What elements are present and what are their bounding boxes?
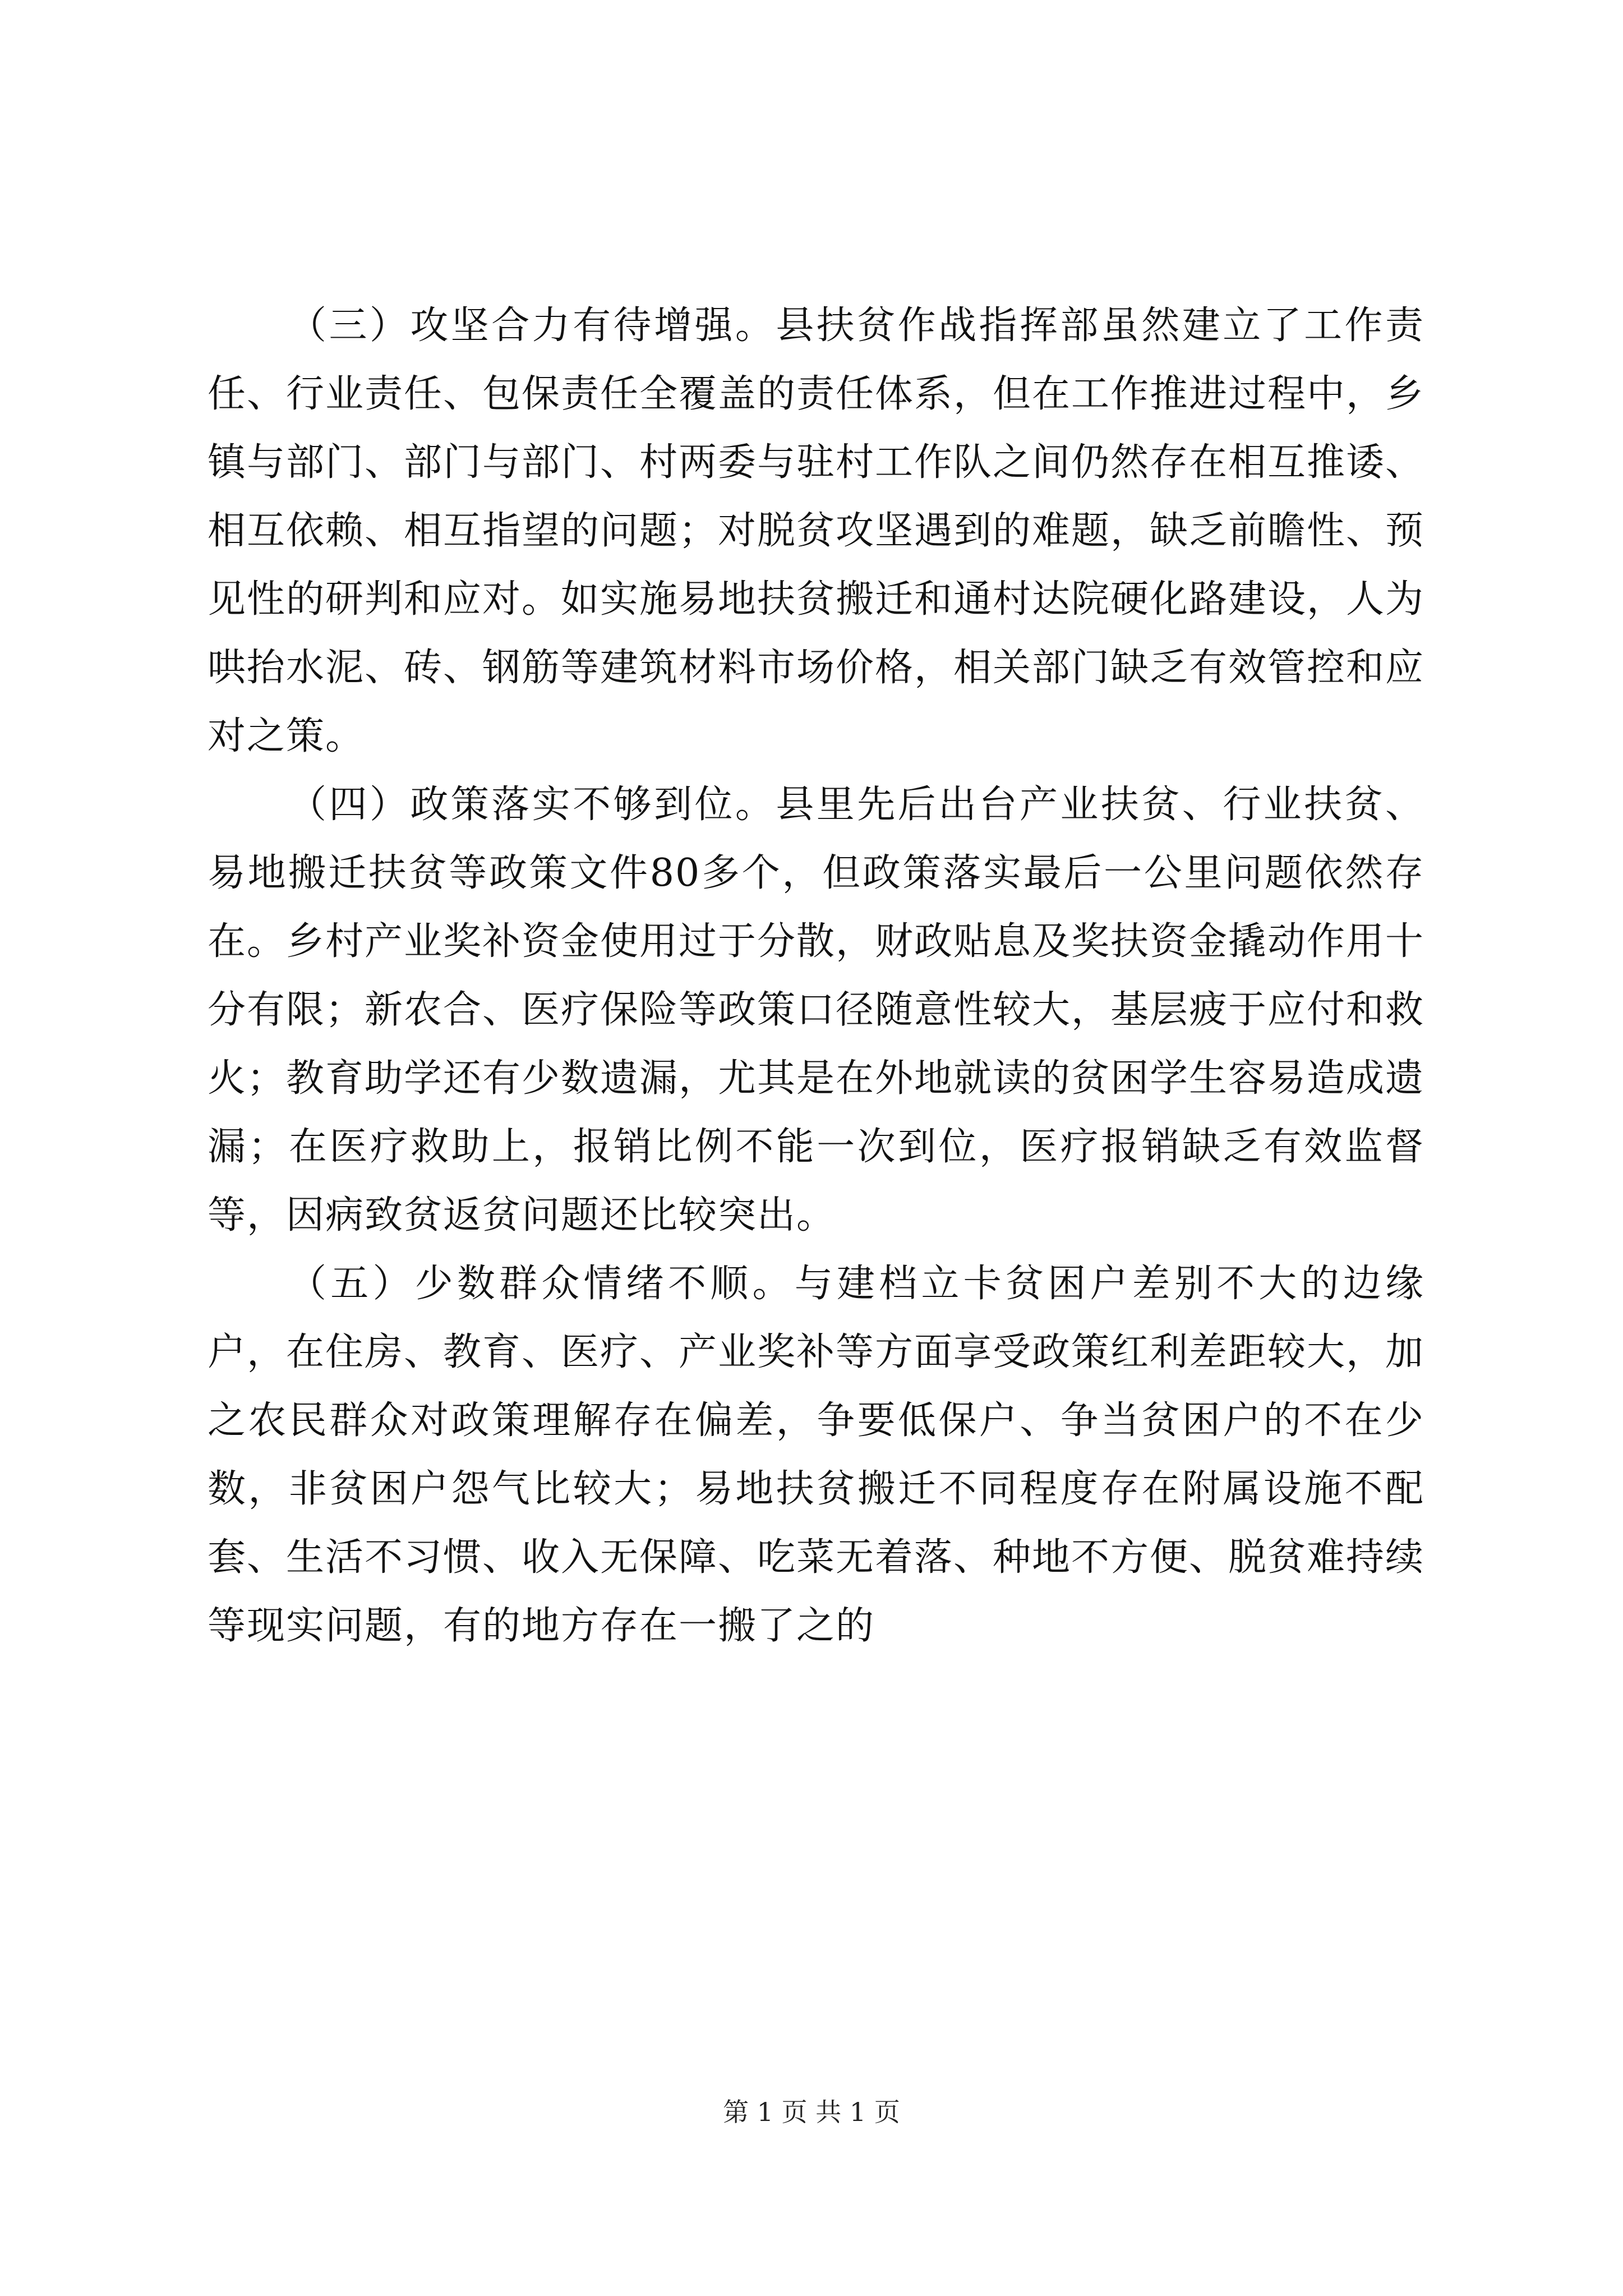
document-body <box>208 292 1424 1660</box>
paragraph-5: （五）少数群众情绪不顺。与建档立卡贫困户差别不大的边缘户，在住房、教育、医疗、产业奖补等方面享受政策红利差距较大，加之农民群众对政策理解存在偏差，争要低保户、争当贫困户的不在少数，非贫困户怨气比较大；易地扶贫搬迁不同程度存在附属设施不配套、生活不习惯、收入无保障、吃菜无着落、种地不方便、脱贫难持续等现实问题，有的地方存在一搬了之的 <box>208 1262 1425 1648</box>
paragraph-4: （四）政策落实不够到位。县里先后出台产业扶贫、行业扶贫、易地搬迁扶贫等政策文件80多个，但政策落实最后一公里问题依然存在。乡村产业奖补资金使用过于分散，财政贴息及奖扶资金撬动作用十分有限；新农合、医疗保险等政策口径随意性较大，基层疲于应付和救火；教育助学还有少数遗漏，尤其是在外地就读的贫困学生容易造成遗漏；在医疗救助上，报销比例不能一次到位，医疗报销缺乏有效监督等，因病致贫返贫问题还比较突出。 <box>208 783 1425 1237</box>
paragraph-3: （三）攻坚合力有待增强。县扶贫作战指挥部虽然建立了工作责任、行业责任、包保责任全覆盖的责任体系，但在工作推进过程中，乡镇与部门、部门与部门、村两委与驻村工作队之间仍然存在相互推诿、相互依赖、相互指望的问题；对脱贫攻坚遇到的难题，缺乏前瞻性、预见性的研判和应对。如实施易地扶贫搬迁和通村达院硬化路建设，人为哄抬水泥、砖、钢筋等建筑材料市场价格，相关部门缺乏有效管控和应对之策。 <box>208 303 1425 758</box>
page-footer: 第 1 页 共 1 页 <box>723 2097 900 2127</box>
